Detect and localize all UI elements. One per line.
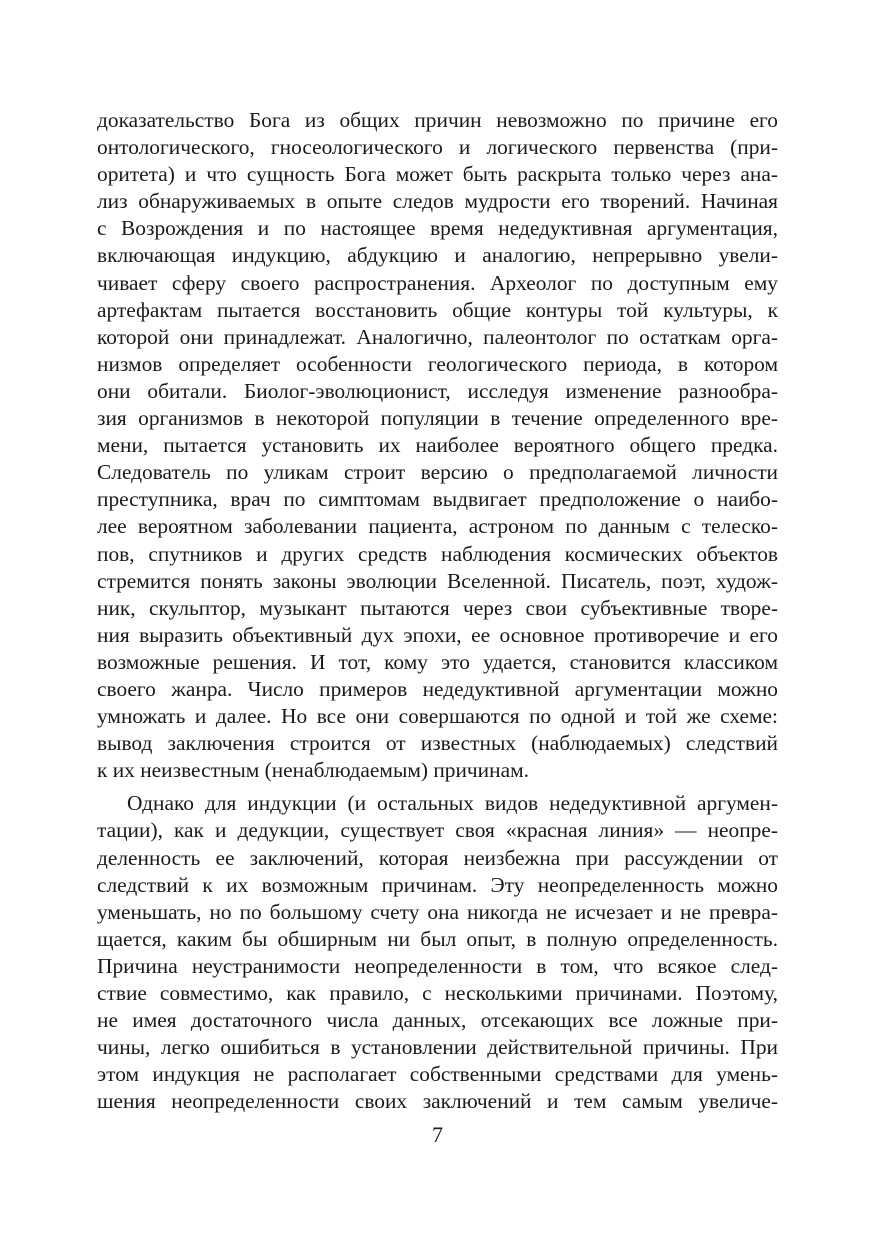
text-line: шения неопределенности своих заключений и тем самым увеличе- <box>97 1089 778 1114</box>
text-line: стремится понять законы эволюции Вселенной. Писатель, поэт, худож- <box>97 568 778 593</box>
text-line: оритета) и что сущность Бога может быть раскрыта только через ана- <box>97 162 778 187</box>
text-line: ния выразить объективный дух эпохи, ее основное противоречие и его <box>97 622 778 647</box>
text-line: низмов определяет особенности геологического периода, в котором <box>97 351 778 376</box>
text-line: доказательство Бога из общих причин невозможно по причине его <box>97 108 778 132</box>
text-line: лиз обнаруживаемых в опыте следов мудрости его творений. Начиная <box>97 189 778 214</box>
paragraph-2 <box>97 790 778 1115</box>
text-line: Следователь по уликам строит версию о предполагаемой личности <box>97 460 778 485</box>
text-line: лее вероятном заболевании пациента, астроном по данным с телеско- <box>97 514 778 539</box>
text-line: деленность ее заключений, которая неизбежна при рассуждении от <box>97 845 778 870</box>
text-line: возможные решения. И тот, кому это удается, становится классиком <box>97 649 778 674</box>
text-line: артефактам пытается восстановить общие контуры той культуры, к <box>97 297 778 322</box>
text-line: включающая индукцию, абдукцию и аналогию, непрерывно увели- <box>97 243 778 268</box>
text-line: с Возрождения и по настоящее время недедуктивная аргументация, <box>97 216 778 241</box>
text-line: к их неизвестным (ненаблюдаемым) причинам. <box>97 758 529 783</box>
text-line: тации), как и дедукции, существует своя «красная линия» — неопре- <box>97 818 778 843</box>
text-line: Однако для индукции (и остальных видов недедуктивной аргумен- <box>127 791 778 816</box>
text-line: ник, скульптор, музыкант пытаются через свои субъективные творе- <box>97 595 778 620</box>
paragraph-1 <box>97 107 778 784</box>
page-number: 7 <box>432 1122 443 1147</box>
text-line: онтологического, гносеологического и логического первенства (при- <box>97 135 778 160</box>
text-line: преступника, врач по симптомам выдвигает предположение о наибо- <box>97 487 778 512</box>
text-line: вывод заключения строится от известных (наблюдаемых) следствий <box>97 731 778 756</box>
text-line: не имея достаточного числа данных, отсекающих все ложные при- <box>97 1008 778 1033</box>
text-line: ствие совместимо, как правило, с несколькими причинами. Поэтому, <box>97 981 778 1005</box>
text-line: Причина неустранимости неопределенности в том, что всякое след- <box>97 953 778 978</box>
body-text <box>97 107 778 1115</box>
text-line: следствий к их возможным причинам. Эту неопределенность можно <box>97 872 778 897</box>
text-line: своего жанра. Число примеров недедуктивной аргументации можно <box>97 676 778 701</box>
text-line: они обитали. Биолог-эволюционист, исследуя изменение разнообра- <box>97 378 778 403</box>
text-line: которой они принадлежат. Аналогично, палеонтолог по остаткам орга- <box>97 324 778 349</box>
text-line: щается, каким бы обширным ни был опыт, в полную определенность. <box>97 926 778 951</box>
text-line: этом индукция не располагает собственными средствами для умень- <box>97 1062 778 1087</box>
text-line: чины, легко ошибиться в установлении действительной причины. При <box>97 1035 778 1060</box>
text-line: умножать и далее. Но все они совершаются по одной и той же схеме: <box>97 704 778 729</box>
text-line: зия организмов в некоторой популяции в течение определенного вре- <box>97 406 778 431</box>
text-line: пов, спутников и других средств наблюдения космических объектов <box>97 541 778 566</box>
text-line: чивает сферу своего распространения. Археолог по доступным ему <box>97 270 778 295</box>
text-line: мени, пытается установить их наиболее вероятного общего предка. <box>97 433 778 458</box>
text-line: уменьшать, но по большому счету она никогда не исчезает и не превра- <box>97 899 778 924</box>
